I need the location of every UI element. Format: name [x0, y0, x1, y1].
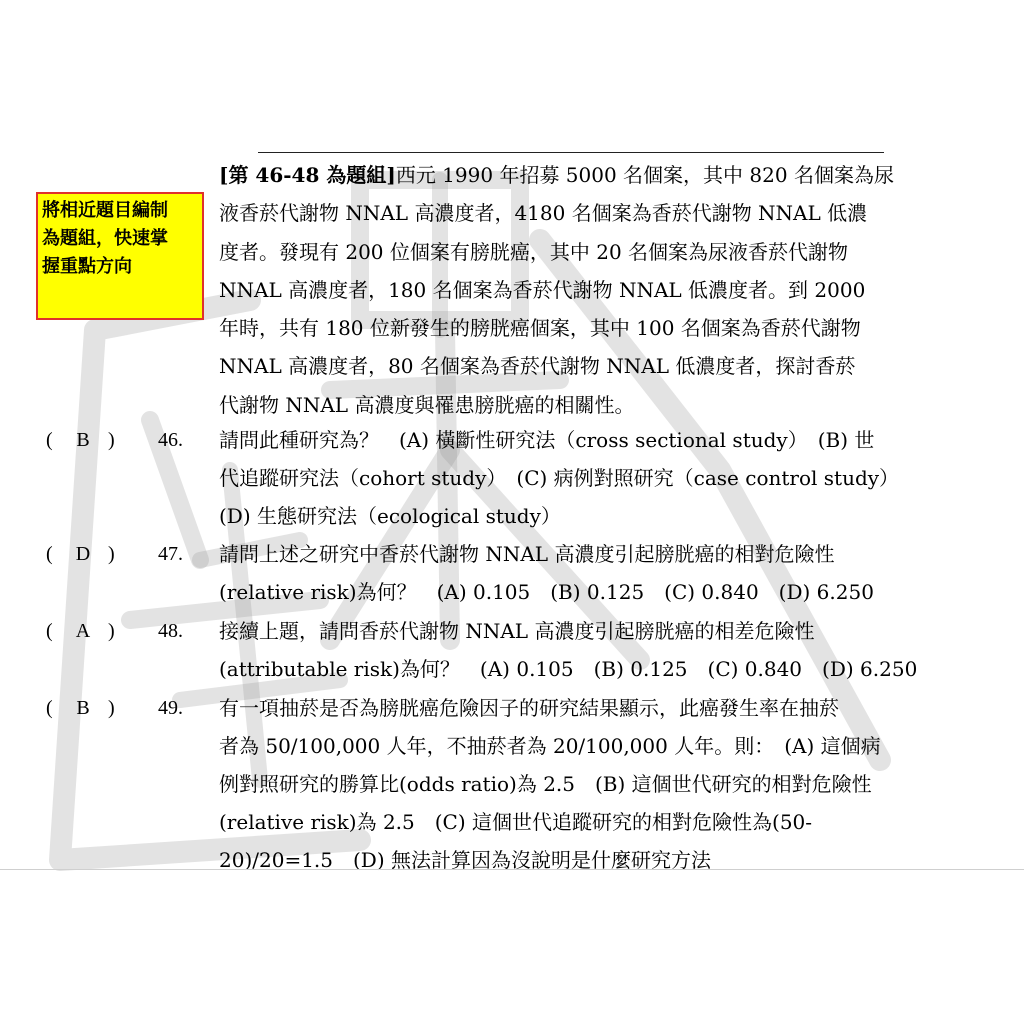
group-tag: [第 46-48 為題組]	[219, 163, 396, 187]
passage-line: 液香菸代謝物 NNAL 高濃度者，4180 名個案為香菸代謝物 NNAL 低濃	[219, 201, 868, 226]
bottom-divider	[0, 869, 1024, 870]
question-49-text	[219, 689, 1009, 879]
question-number: 46.	[158, 429, 183, 451]
question-group-passage	[219, 156, 1009, 424]
answer-letter: A	[75, 620, 91, 642]
passage-line: NNAL 高濃度者，80 名個案為香菸代謝物 NNAL 低濃度者，探討香菸	[219, 354, 856, 379]
answer-key: ( A )	[46, 612, 146, 650]
question-line: 接續上題，請問香菸代謝物 NNAL 高濃度引起膀胱癌的相差危險性	[219, 619, 815, 643]
question-line: 20)/20=1.5 (D) 無法計算因為沒說明是什麼研究方法	[219, 848, 712, 872]
question-line: (relative risk)為 2.5 (C) 這個世代追蹤研究的相對危險性為(50-	[219, 810, 813, 834]
question-line: 請問此種研究為？ (A) 橫斷性研究法（cross sectional study） (B) 世	[219, 428, 875, 452]
answer-key: ( B )	[46, 689, 146, 727]
note-line: 將相近題目編制	[42, 200, 168, 221]
question-line: 者為 50/100,000 人年，不抽菸者為 20/100,000 人年。則： (A) 這個病	[219, 734, 881, 758]
answer-key: ( D )	[46, 535, 146, 573]
note-line: 為題組，快速掌	[42, 228, 168, 249]
note-line: 握重點方向	[42, 256, 132, 277]
question-line: (attributable risk)為何？ (A) 0.105 (B) 0.125 (C) 0.840 (D) 6.250	[219, 657, 918, 681]
answer-letter: B	[76, 697, 90, 719]
question-46-text	[219, 421, 1009, 535]
answer-letter: B	[76, 429, 90, 451]
highlight-note	[36, 192, 204, 320]
question-number: 47.	[158, 543, 183, 565]
top-divider	[258, 152, 884, 153]
question-line: 例對照研究的勝算比(odds ratio)為 2.5 (B) 這個世代研究的相對危險性	[219, 772, 872, 796]
answer-key: ( B )	[46, 421, 146, 459]
question-line: 代追蹤研究法（cohort study） (C) 病例對照研究（case control study）	[219, 466, 900, 490]
answer-letter: D	[75, 543, 91, 565]
question-line: 有一項抽菸是否為膀胱癌危險因子的研究結果顯示，此癌發生率在抽菸	[219, 696, 839, 720]
question-line: 請問上述之研究中香菸代謝物 NNAL 高濃度引起膀胱癌的相對危險性	[219, 542, 835, 566]
passage-line: NNAL 高濃度者，180 名個案為香菸代謝物 NNAL 低濃度者。到 2000	[219, 277, 866, 302]
passage-line: 度者。發現有 200 位個案有膀胱癌，其中 20 名個案為尿液香菸代謝物	[219, 239, 849, 264]
question-48-text	[219, 612, 1009, 688]
question-line: (D) 生態研究法（ecological study）	[219, 504, 561, 528]
question-number: 48.	[158, 620, 183, 642]
question-line: (relative risk)為何？ (A) 0.105 (B) 0.125 (C) 0.840 (D) 6.250	[219, 580, 874, 604]
passage-line: 年時，共有 180 位新發生的膀胱癌個案，其中 100 名個案為香菸代謝物	[219, 316, 861, 341]
passage-line: [第 46-48 為題組]西元 1990 年招募 5000 名個案，其中 820 名個案為尿	[219, 163, 894, 187]
question-number: 49.	[158, 697, 183, 719]
question-47-text	[219, 535, 1009, 611]
passage-line: 代謝物 NNAL 高濃度與罹患膀胱癌的相關性。	[219, 392, 635, 417]
